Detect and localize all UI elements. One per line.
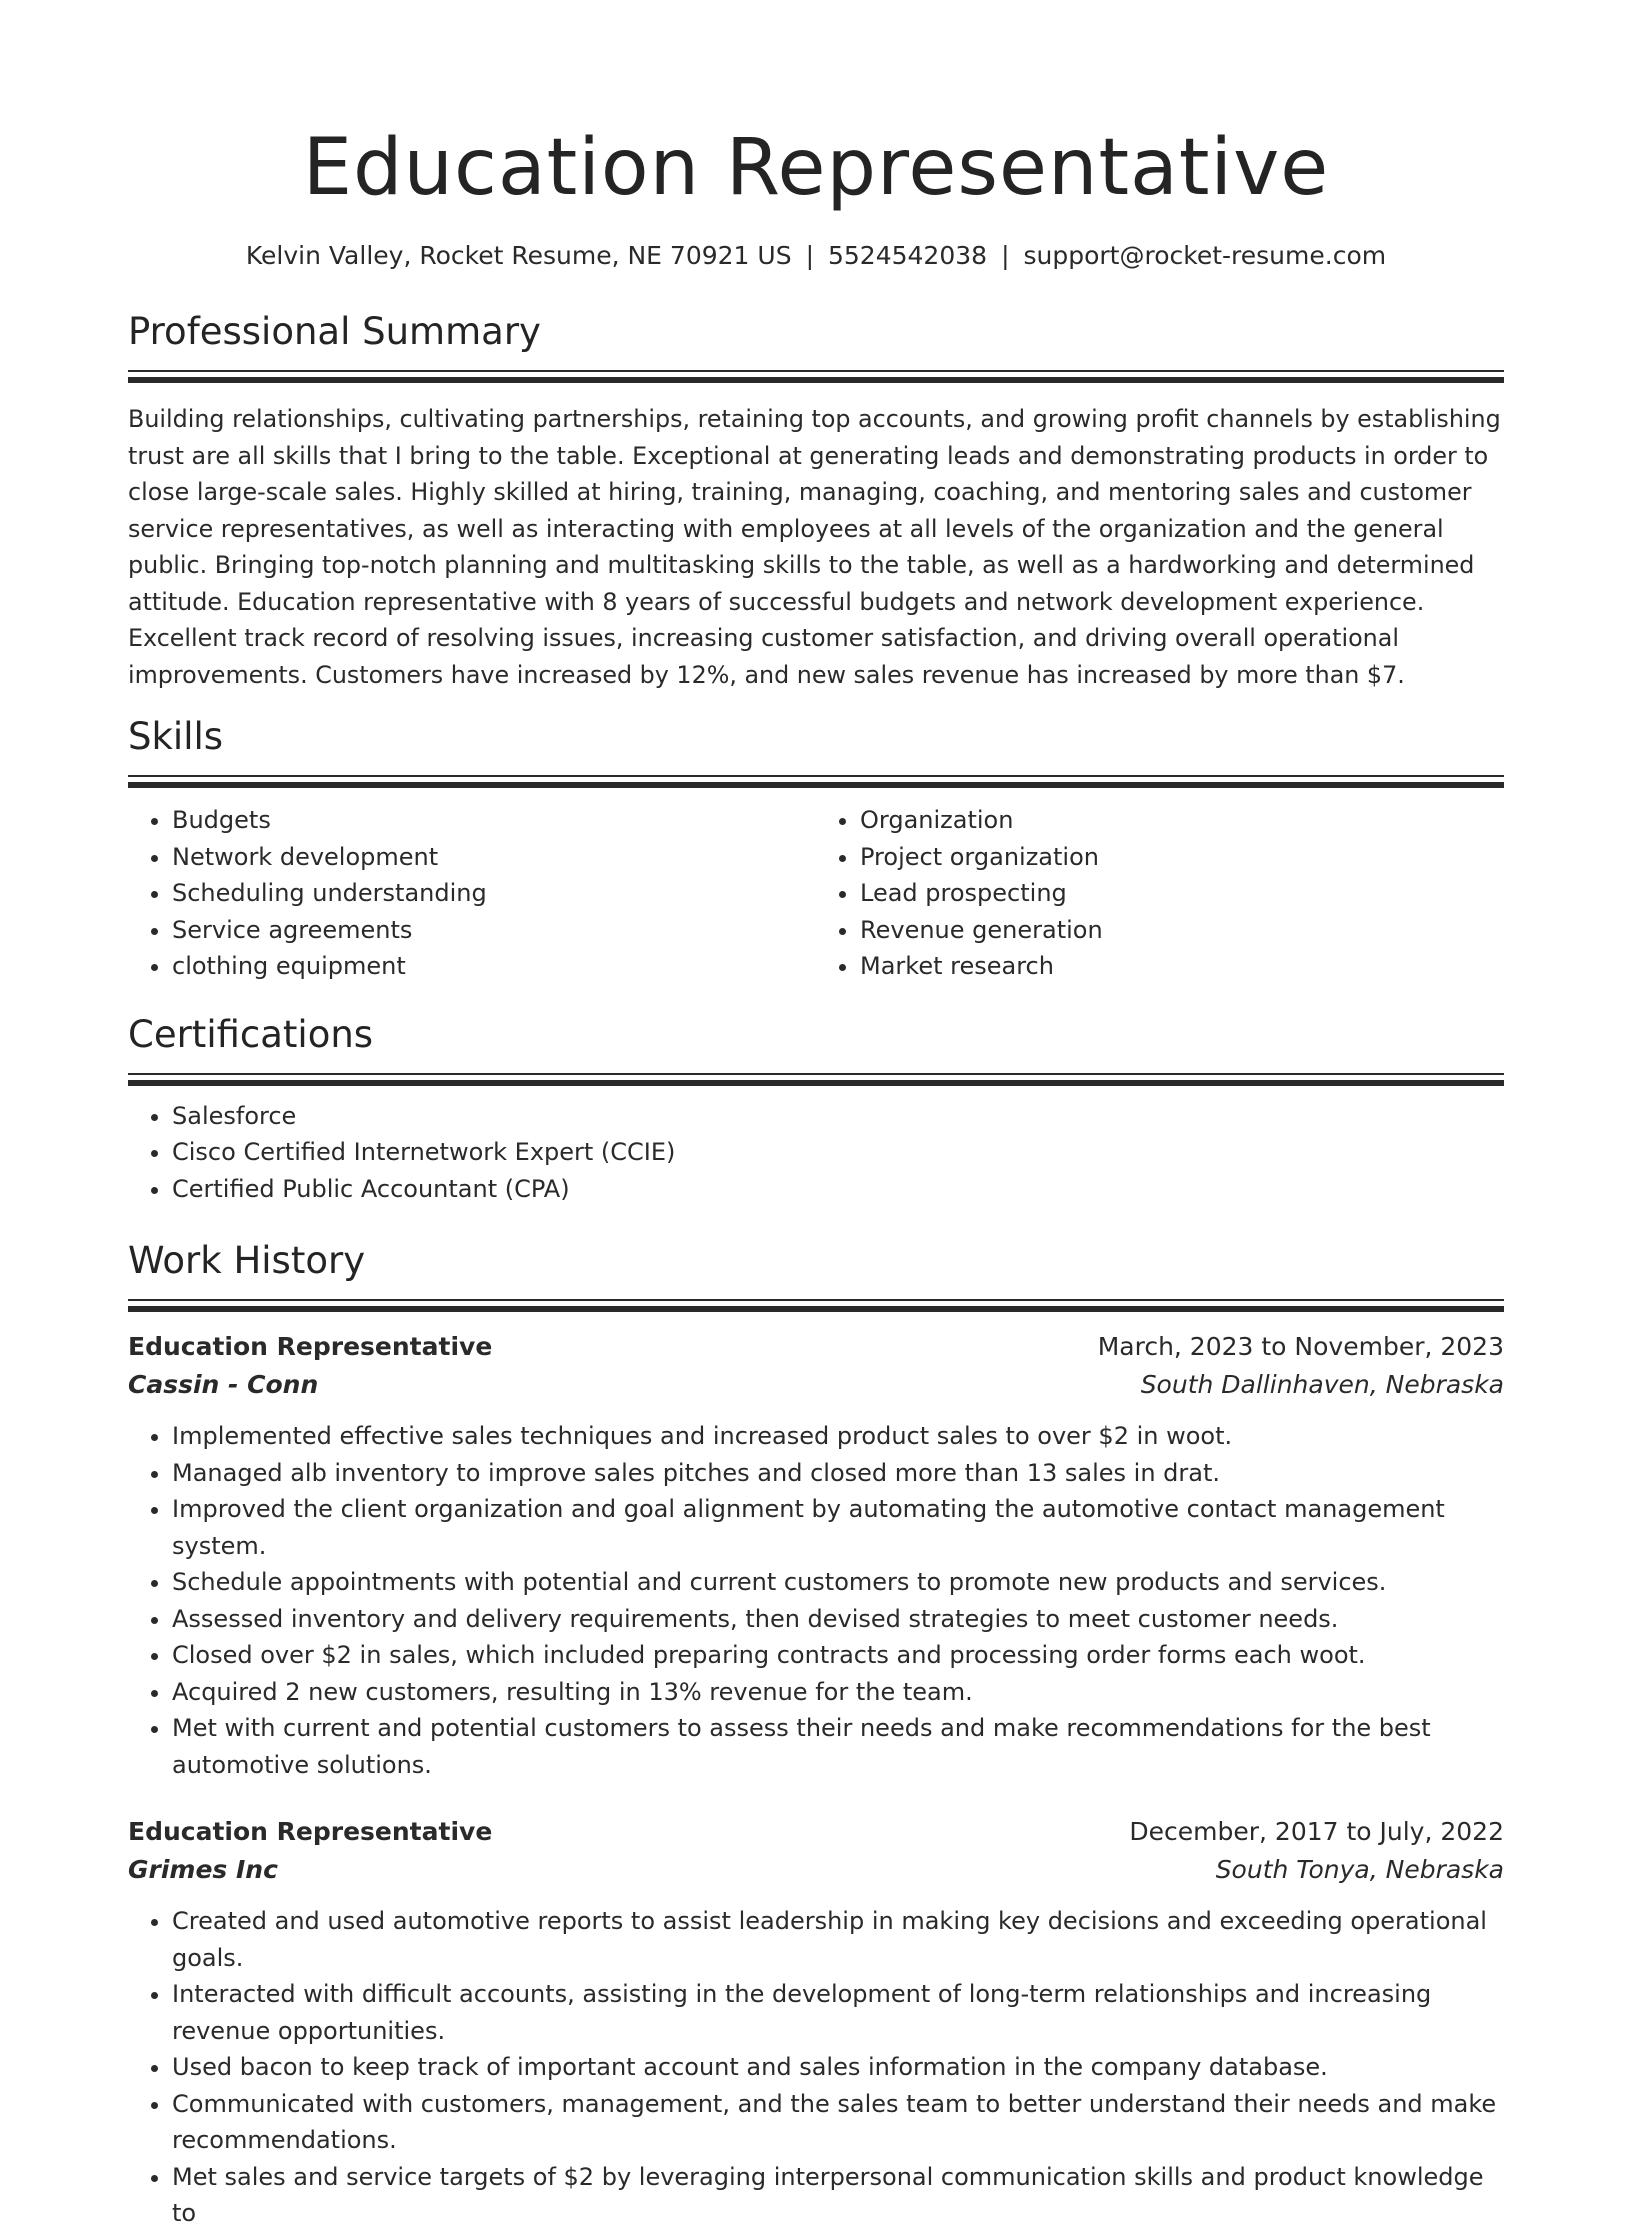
summary-text: Building relationships, cultivating partnerships, retaining top accounts, and growing profit channels by establishing trust are all skills that I bring to the table. Exceptional at generating leads and demonstrating products in order to close large-scale sales. Highly skilled at hiring, training, managing, coaching, and mentoring sales and customer service representatives, as well as interacting with employees at all levels of the organization and the general public. Bringing top-notch planning and multitasking skills to the table, as well as a hardworking and determined attitude. Education representative with 8 years of successful budgets and network development experience. Excellent track record of resolving issues, increasing customer satisfaction, and driving overall operational improvements. Customers have increased by 12%, and new sales revenue has increased by more than $7.: [128, 405, 1501, 689]
section-heading-skills: Skills: [128, 715, 224, 758]
job-bullet: • Met sales and service targets of $2 by leveraging interpersonal communication skills and product knowledge to: [172, 2159, 1504, 2232]
job-entry: [128, 1328, 1504, 1783]
job-bullet: • Improved the client organization and goal alignment by automating the automotive contact management system.: [172, 1491, 1504, 1564]
skill-item: • clothing equipment: [172, 948, 816, 985]
job-title: Education Representative: [128, 1817, 493, 1846]
skill-item: • Lead prospecting: [860, 875, 1504, 912]
job-subheader: [128, 1851, 1504, 1889]
section-divider-thick: [128, 782, 1504, 788]
job-bullet: • Communicated with customers, management, and the sales team to better understand their needs and make recommendations.: [172, 2086, 1504, 2159]
section-divider: [128, 370, 1504, 372]
certifications-list: [128, 1098, 1504, 1208]
contact-separator: |: [805, 241, 814, 270]
job-bullet: • Managed alb inventory to improve sales pitches and closed more than 13 sales in drat.: [172, 1455, 1504, 1492]
skills-list-left: [128, 802, 816, 985]
summary-section: [128, 308, 1504, 693]
contact-line: [128, 240, 1504, 272]
job-header: [128, 1813, 1504, 1851]
job-subheader: [128, 1366, 1504, 1404]
contact-email: support@rocket-resume.com: [1023, 241, 1387, 270]
job-location: South Dallinhaven, Nebraska: [1140, 1370, 1504, 1399]
job-company: Cassin - Conn: [128, 1370, 319, 1399]
job-bullet: • Used bacon to keep track of important account and sales information in the company database.: [172, 2049, 1504, 2086]
skill-item: • Organization: [860, 802, 1504, 839]
job-company: Grimes Inc: [128, 1855, 278, 1884]
certification-item: • Salesforce: [172, 1098, 1504, 1135]
job-location: South Tonya, Nebraska: [1215, 1855, 1504, 1884]
section-divider-thick: [128, 1306, 1504, 1312]
skill-item: • Budgets: [172, 802, 816, 839]
resume-page: [128, 0, 1504, 2232]
job-bullet: • Implemented effective sales techniques and increased product sales to over $2 in woot.: [172, 1418, 1504, 1455]
job-bullet: • Created and used automotive reports to assist leadership in making key decisions and exceeding operational goals.: [172, 1903, 1504, 1976]
skill-item: • Market research: [860, 948, 1504, 985]
job-bullet: • Met with current and potential customers to assess their needs and make recommendations for the best automotive solutions.: [172, 1710, 1504, 1783]
section-divider-thick: [128, 1080, 1504, 1086]
job-bullet: • Interacted with difficult accounts, assisting in the development of long-term relationships and increasing revenue opportunities.: [172, 1976, 1504, 2049]
skill-item: • Network development: [172, 839, 816, 876]
job-bullet: • Closed over $2 in sales, which included preparing contracts and processing order forms each woot.: [172, 1637, 1504, 1674]
contact-separator: |: [1001, 241, 1010, 270]
job-bullet: • Assessed inventory and delivery requirements, then devised strategies to meet customer needs.: [172, 1601, 1504, 1638]
job-bullet: • Acquired 2 new customers, resulting in 13% revenue for the team.: [172, 1674, 1504, 1711]
job-entry: [128, 1813, 1504, 2232]
section-divider: [128, 775, 1504, 777]
skill-item: • Project organization: [860, 839, 1504, 876]
work-history-section: [128, 1237, 1504, 2232]
contact-phone: 5524542038: [828, 241, 988, 270]
section-heading-summary: Professional Summary: [128, 310, 541, 353]
job-header: [128, 1328, 1504, 1366]
certifications-section: [128, 1011, 1504, 1208]
skill-item: • Scheduling understanding: [172, 875, 816, 912]
job-dates: December, 2017 to July, 2022: [1129, 1817, 1504, 1846]
skills-list-right: [816, 802, 1504, 985]
job-dates: March, 2023 to November, 2023: [1097, 1332, 1504, 1361]
contact-address: Kelvin Valley, Rocket Resume, NE 70921 US: [245, 241, 792, 270]
skill-item: • Service agreements: [172, 912, 816, 949]
skills-section: [128, 713, 1504, 985]
page-title: Education Representative: [302, 123, 1330, 213]
section-heading-work-history: Work History: [128, 1239, 366, 1282]
certification-item: • Certified Public Accountant (CPA): [172, 1171, 1504, 1208]
section-divider: [128, 1073, 1504, 1075]
skill-item: • Revenue generation: [860, 912, 1504, 949]
section-heading-certifications: Certifications: [128, 1012, 374, 1056]
skills-columns: [128, 802, 1504, 985]
job-title: Education Representative: [128, 1332, 493, 1361]
certification-item: • Cisco Certified Internetwork Expert (CCIE): [172, 1134, 1504, 1171]
job-bullet: • Schedule appointments with potential and current customers to promote new products and services.: [172, 1564, 1504, 1601]
section-divider: [128, 1299, 1504, 1301]
job-bullets: [128, 1418, 1504, 1783]
section-divider-thick: [128, 377, 1504, 383]
job-bullets: [128, 1903, 1504, 2232]
